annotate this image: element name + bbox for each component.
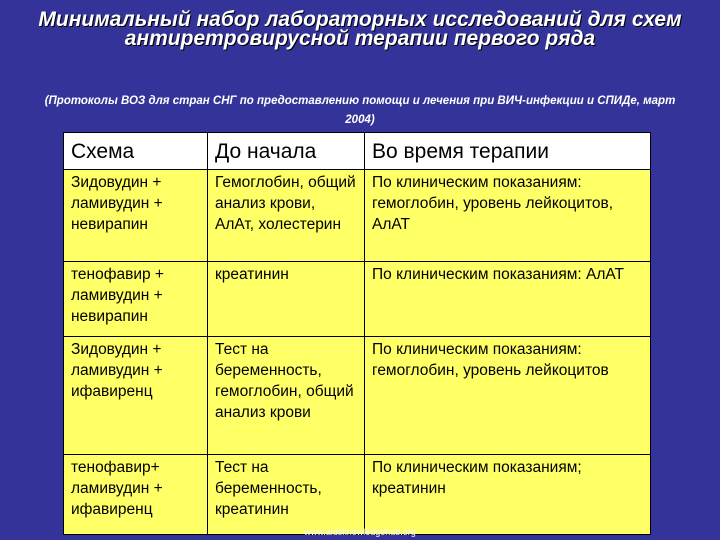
header-during: Во время терапии: [365, 133, 651, 170]
lab-tests-table: [63, 132, 651, 535]
table-row: [64, 262, 651, 337]
table-row: [64, 455, 651, 535]
header-before: До начала: [208, 133, 365, 170]
cell-during: По клиническим показаниям: гемоглобин, уровень лейкоцитов: [365, 337, 651, 455]
cell-scheme: Зидовудин + ламивудин + ифавиренц: [64, 337, 208, 455]
cell-before: Гемоглобин, общий анализ крови, АлАт, холестерин: [208, 170, 365, 262]
cell-scheme: тенофавир + ламивудин + невирапин: [64, 262, 208, 337]
table-row: [64, 170, 651, 262]
cell-scheme: тенофавир+ ламивудин + ифавиренц: [64, 455, 208, 535]
page-subtitle: (Протоколы ВОЗ для стран СНГ по предоставлению помощи и лечения при ВИЧ-инфекции и СПИДе, март 2004): [44, 95, 676, 126]
cell-before: Тест на беременность, креатинин: [208, 455, 365, 535]
table-header-row: [64, 133, 651, 170]
page-title: Минимальный набор лабораторных исследований для схем антиретровирусной терапии первого ряда: [38, 8, 682, 50]
header-scheme: Схема: [64, 133, 208, 170]
cell-during: По клиническим показаниям: гемоглобин, уровень лейкоцитов, АлАТ: [365, 170, 651, 262]
cell-during: По клиническим показаниям: АлАТ: [365, 262, 651, 337]
table-row: [64, 337, 651, 455]
cell-before: креатинин: [208, 262, 365, 337]
footer-url: www.aidsknowledgehub.org: [304, 527, 416, 537]
cell-during: По клиническим показаниям; креатинин: [365, 455, 651, 535]
cell-scheme: Зидовудин + ламивудин + невирапин: [64, 170, 208, 262]
cell-before: Тест на беременность, гемоглобин, общий анализ крови: [208, 337, 365, 455]
